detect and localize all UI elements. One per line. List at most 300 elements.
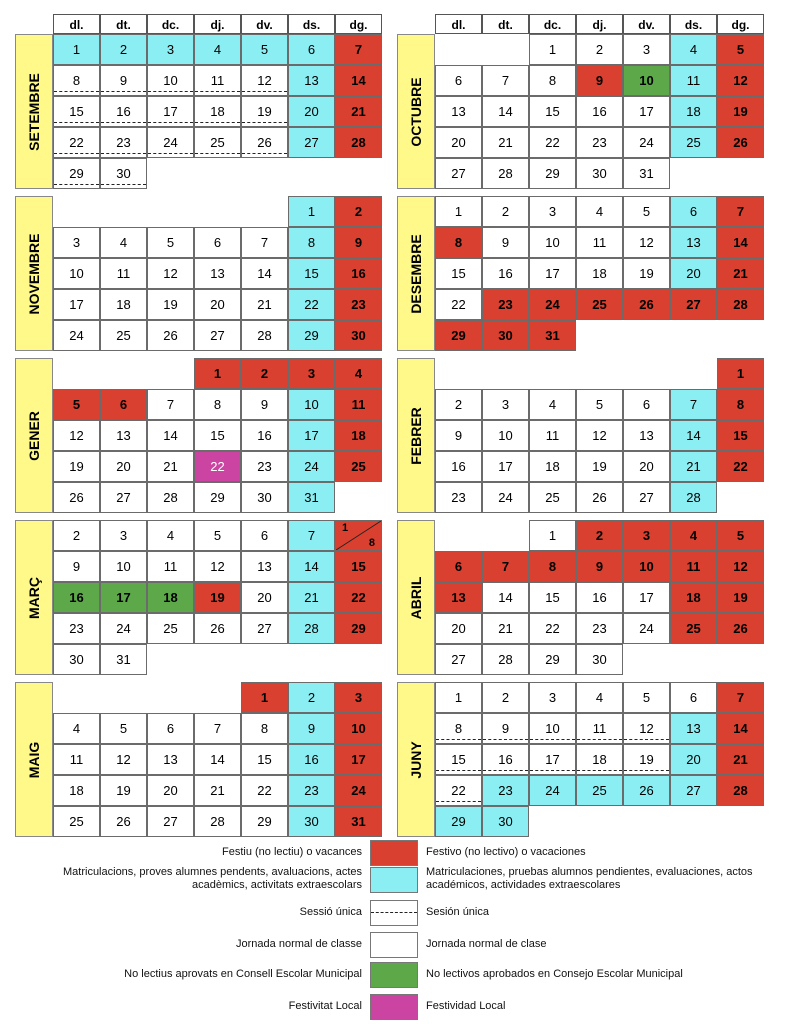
day-cell: 5	[53, 389, 100, 420]
day-cell: 11	[670, 551, 717, 582]
day-cell: 27	[670, 775, 717, 806]
day-cell: 19	[147, 289, 194, 320]
day-cell: 28	[670, 482, 717, 513]
day-cell: 20	[435, 613, 482, 644]
day-cell: 2	[53, 520, 100, 551]
day-cell: 23	[53, 613, 100, 644]
day-cell: 14	[241, 258, 288, 289]
day-cell: 29	[435, 806, 482, 837]
day-cell: 22	[435, 775, 482, 806]
month-name: OCTUBRE	[408, 76, 424, 147]
day-cell: 24	[623, 613, 670, 644]
day-cell: 12	[576, 420, 623, 451]
day-cell: 23	[482, 289, 529, 320]
day-cell: 18	[670, 582, 717, 613]
day-cell: 14	[482, 96, 529, 127]
day-cell: 8	[53, 65, 100, 96]
day-cell: 27	[623, 482, 670, 513]
day-cell: 7	[147, 389, 194, 420]
day-cell: 19	[717, 582, 764, 613]
month-label	[15, 34, 53, 189]
day-cell: 12	[100, 744, 147, 775]
day-cell: 10	[623, 65, 670, 96]
month-block	[15, 682, 382, 837]
day-cell: 3	[53, 227, 100, 258]
month-label	[397, 196, 435, 351]
day-cell: 2	[335, 196, 382, 227]
day-number: 1	[342, 522, 349, 534]
day-cell: 26	[53, 482, 100, 513]
month-name: ABRIL	[408, 576, 424, 619]
day-cell: 5	[576, 389, 623, 420]
day-cell: 14	[147, 420, 194, 451]
day-cell: 14	[717, 713, 764, 744]
day-cell: 8	[529, 551, 576, 582]
day-cell: 23	[288, 775, 335, 806]
day-cell: 4	[194, 34, 241, 65]
day-cell: 13	[194, 258, 241, 289]
day-cell: 3	[482, 389, 529, 420]
day-cell: 28	[288, 613, 335, 644]
day-cell: 16	[100, 96, 147, 127]
day-cell: 10	[482, 420, 529, 451]
legend-label-ca: Festivitat Local	[288, 1000, 362, 1012]
day-cell: 2	[100, 34, 147, 65]
day-cell: 29	[335, 613, 382, 644]
day-cell: 5	[623, 196, 670, 227]
legend-label-ca: Festiu (no lectiu) o vacances	[221, 846, 362, 858]
day-cell: 25	[529, 482, 576, 513]
day-cell: 14	[482, 582, 529, 613]
day-cell: 18	[53, 775, 100, 806]
day-cell: 3	[529, 196, 576, 227]
month-block	[397, 358, 764, 513]
day-cell: 11	[194, 65, 241, 96]
day-cell: 7	[717, 682, 764, 713]
day-cell: 23	[241, 451, 288, 482]
day-cell: 13	[670, 227, 717, 258]
day-cell: 15	[194, 420, 241, 451]
day-cell: 9	[288, 713, 335, 744]
day-cell: 13	[670, 713, 717, 744]
day-cell: 26	[576, 482, 623, 513]
day-cell: 27	[288, 127, 335, 158]
day-cell: 3	[335, 682, 382, 713]
day-cell: 7	[717, 196, 764, 227]
day-cell: 29	[529, 158, 576, 189]
day-cell: 7	[482, 551, 529, 582]
weekday-header: dt.	[100, 14, 147, 34]
day-cell: 13	[435, 96, 482, 127]
day-cell: 28	[482, 158, 529, 189]
day-cell: 24	[335, 775, 382, 806]
legend-swatch	[370, 962, 418, 988]
day-cell	[335, 520, 382, 551]
day-cell: 21	[717, 744, 764, 775]
day-cell: 24	[100, 613, 147, 644]
day-cell: 4	[100, 227, 147, 258]
day-cell: 21	[288, 582, 335, 613]
legend-swatch	[370, 900, 418, 926]
day-cell: 3	[623, 34, 670, 65]
day-cell: 12	[623, 227, 670, 258]
day-cell: 16	[435, 451, 482, 482]
day-cell: 9	[53, 551, 100, 582]
day-cell: 17	[623, 96, 670, 127]
day-cell: 27	[670, 289, 717, 320]
day-cell: 18	[194, 96, 241, 127]
day-cell: 7	[241, 227, 288, 258]
day-cell: 2	[576, 520, 623, 551]
day-cell: 24	[147, 127, 194, 158]
month-label	[15, 196, 53, 351]
day-cell: 17	[335, 744, 382, 775]
day-cell: 18	[335, 420, 382, 451]
day-cell: 28	[717, 775, 764, 806]
day-cell: 30	[100, 158, 147, 189]
day-cell: 1	[194, 358, 241, 389]
day-cell: 22	[435, 289, 482, 320]
day-cell: 17	[482, 451, 529, 482]
legend-swatch	[370, 840, 418, 866]
day-cell: 9	[576, 65, 623, 96]
day-cell: 2	[241, 358, 288, 389]
day-cell: 30	[576, 644, 623, 675]
legend-label-es: Jornada normal de clase	[426, 938, 547, 950]
day-cell: 29	[529, 644, 576, 675]
day-cell: 12	[717, 551, 764, 582]
day-cell: 22	[529, 127, 576, 158]
day-cell: 2	[576, 34, 623, 65]
month-name: FEBRER	[408, 406, 424, 465]
day-cell: 26	[717, 127, 764, 158]
day-cell: 7	[194, 713, 241, 744]
month-label	[15, 520, 53, 675]
day-cell: 15	[53, 96, 100, 127]
day-cell: 5	[241, 34, 288, 65]
day-cell: 5	[100, 713, 147, 744]
legend-swatch	[370, 994, 418, 1020]
day-cell: 12	[194, 551, 241, 582]
day-cell: 30	[53, 644, 100, 675]
month-name: SETEMBRE	[26, 72, 42, 151]
day-cell: 5	[717, 34, 764, 65]
day-cell: 15	[717, 420, 764, 451]
day-cell: 1	[529, 520, 576, 551]
month-block	[15, 520, 382, 675]
day-cell: 25	[670, 613, 717, 644]
day-cell: 10	[100, 551, 147, 582]
day-cell: 5	[147, 227, 194, 258]
day-cell: 29	[288, 320, 335, 351]
month-block	[15, 196, 382, 351]
day-cell: 24	[529, 289, 576, 320]
legend-label-ca: No lectius aprovats en Consell Escolar Municipal	[124, 968, 362, 980]
weekday-header: dv.	[241, 14, 288, 34]
day-cell: 4	[335, 358, 382, 389]
day-cell: 2	[288, 682, 335, 713]
month-block	[397, 34, 764, 189]
day-cell: 24	[529, 775, 576, 806]
day-cell: 16	[576, 96, 623, 127]
day-cell: 11	[335, 389, 382, 420]
day-cell: 20	[288, 96, 335, 127]
day-cell: 28	[482, 644, 529, 675]
day-cell: 18	[576, 744, 623, 775]
day-cell: 17	[529, 258, 576, 289]
day-cell: 26	[623, 775, 670, 806]
day-cell: 21	[241, 289, 288, 320]
day-cell: 21	[482, 613, 529, 644]
day-cell: 25	[576, 289, 623, 320]
day-cell: 13	[435, 582, 482, 613]
day-cell: 23	[435, 482, 482, 513]
month-label	[15, 358, 53, 513]
day-cell: 4	[53, 713, 100, 744]
day-cell: 22	[288, 289, 335, 320]
day-cell: 9	[482, 713, 529, 744]
weekday-header: dj.	[576, 14, 623, 34]
day-cell: 29	[53, 158, 100, 189]
day-cell: 1	[53, 34, 100, 65]
day-cell: 4	[670, 520, 717, 551]
day-cell: 8	[435, 713, 482, 744]
day-cell: 24	[482, 482, 529, 513]
day-cell: 12	[53, 420, 100, 451]
day-cell: 17	[100, 582, 147, 613]
day-cell: 1	[435, 682, 482, 713]
month-label	[397, 34, 435, 189]
day-cell: 22	[529, 613, 576, 644]
day-cell: 31	[288, 482, 335, 513]
day-cell: 14	[717, 227, 764, 258]
day-cell: 27	[194, 320, 241, 351]
day-cell: 18	[100, 289, 147, 320]
legend-label-ca: Matriculacions, proves alumnes pendents, avaluacions, actes acadèmics, activitats extraescolars	[63, 866, 362, 891]
weekday-header: dg.	[335, 14, 382, 34]
weekday-header: dv.	[623, 14, 670, 34]
day-cell: 5	[194, 520, 241, 551]
day-cell: 26	[241, 127, 288, 158]
legend-label-es: Festividad Local	[426, 1000, 506, 1012]
day-cell: 10	[623, 551, 670, 582]
day-cell: 4	[576, 682, 623, 713]
weekday-header: dj.	[194, 14, 241, 34]
day-cell: 15	[335, 551, 382, 582]
day-cell: 23	[482, 775, 529, 806]
day-cell: 24	[623, 127, 670, 158]
day-cell: 16	[335, 258, 382, 289]
day-cell: 18	[670, 96, 717, 127]
day-cell: 6	[670, 682, 717, 713]
month-block	[15, 358, 382, 513]
legend-label-es: No lectivos aprobados en Consejo Escolar Municipal	[426, 968, 683, 980]
day-cell: 11	[147, 551, 194, 582]
day-cell: 14	[335, 65, 382, 96]
day-cell: 23	[100, 127, 147, 158]
legend-swatch	[370, 867, 418, 893]
day-cell: 28	[241, 320, 288, 351]
day-cell: 26	[623, 289, 670, 320]
day-cell: 20	[670, 744, 717, 775]
day-cell: 1	[529, 34, 576, 65]
day-cell: 4	[576, 196, 623, 227]
day-cell: 19	[623, 258, 670, 289]
day-cell: 3	[288, 358, 335, 389]
day-cell: 16	[241, 420, 288, 451]
day-cell: 29	[194, 482, 241, 513]
day-cell: 8	[435, 227, 482, 258]
day-cell: 16	[482, 258, 529, 289]
day-cell: 1	[241, 682, 288, 713]
day-cell: 21	[482, 127, 529, 158]
day-cell: 31	[100, 644, 147, 675]
legend-label-es: Matriculaciones, pruebas alumnos pendientes, evaluaciones, actos académicos, actividades extraescolares	[426, 866, 753, 891]
day-cell: 27	[100, 482, 147, 513]
day-cell: 25	[194, 127, 241, 158]
day-cell: 9	[435, 420, 482, 451]
day-cell: 6	[623, 389, 670, 420]
legend-label-es: Festivo (no lectivo) o vacaciones	[426, 846, 586, 858]
day-cell: 16	[53, 582, 100, 613]
month-label	[397, 520, 435, 675]
month-name: DESEMBRE	[408, 233, 424, 314]
day-cell: 27	[147, 806, 194, 837]
day-cell: 5	[623, 682, 670, 713]
day-number: 8	[368, 537, 375, 549]
day-cell: 14	[288, 551, 335, 582]
day-cell: 9	[482, 227, 529, 258]
month-label	[397, 682, 435, 837]
day-cell: 26	[194, 613, 241, 644]
day-cell: 8	[717, 389, 764, 420]
day-cell: 19	[53, 451, 100, 482]
day-cell: 5	[717, 520, 764, 551]
day-cell: 30	[241, 482, 288, 513]
day-cell: 17	[529, 744, 576, 775]
day-cell: 13	[100, 420, 147, 451]
day-cell: 1	[717, 358, 764, 389]
day-cell: 28	[717, 289, 764, 320]
day-cell: 12	[717, 65, 764, 96]
day-cell: 17	[623, 582, 670, 613]
legend-label-es: Sesión única	[426, 906, 489, 918]
day-cell: 9	[335, 227, 382, 258]
day-cell: 19	[576, 451, 623, 482]
day-cell: 19	[194, 582, 241, 613]
legend-label-ca: Jornada normal de classe	[236, 938, 362, 950]
day-cell: 20	[623, 451, 670, 482]
day-cell: 3	[147, 34, 194, 65]
day-cell: 14	[670, 420, 717, 451]
day-cell: 25	[147, 613, 194, 644]
day-cell: 2	[482, 682, 529, 713]
day-cell: 15	[288, 258, 335, 289]
day-cell: 13	[241, 551, 288, 582]
month-name: NOVEMBRE	[26, 233, 42, 314]
day-cell: 11	[576, 227, 623, 258]
day-cell: 10	[529, 713, 576, 744]
day-cell: 15	[435, 258, 482, 289]
day-cell: 11	[670, 65, 717, 96]
day-cell: 21	[335, 96, 382, 127]
day-cell: 7	[482, 65, 529, 96]
day-cell: 6	[194, 227, 241, 258]
day-cell: 16	[288, 744, 335, 775]
day-cell: 11	[100, 258, 147, 289]
day-cell: 8	[288, 227, 335, 258]
day-cell: 15	[435, 744, 482, 775]
day-cell: 25	[53, 806, 100, 837]
day-cell: 24	[288, 451, 335, 482]
day-cell: 9	[576, 551, 623, 582]
day-cell: 15	[529, 582, 576, 613]
day-cell: 29	[435, 320, 482, 351]
day-cell: 30	[482, 320, 529, 351]
month-name: MARÇ	[26, 576, 42, 619]
day-cell: 31	[335, 806, 382, 837]
day-cell: 31	[623, 158, 670, 189]
month-block	[397, 196, 764, 351]
day-cell: 21	[147, 451, 194, 482]
day-cell: 22	[241, 775, 288, 806]
day-cell: 4	[147, 520, 194, 551]
day-cell: 6	[670, 196, 717, 227]
day-cell: 21	[717, 258, 764, 289]
weekday-header: dg.	[717, 14, 764, 34]
day-cell: 26	[147, 320, 194, 351]
day-cell: 18	[147, 582, 194, 613]
day-cell: 25	[335, 451, 382, 482]
day-cell: 10	[335, 713, 382, 744]
day-cell: 2	[435, 389, 482, 420]
day-cell: 2	[482, 196, 529, 227]
day-cell: 19	[241, 96, 288, 127]
weekday-header: ds.	[670, 14, 717, 34]
day-cell: 25	[576, 775, 623, 806]
month-label	[397, 358, 435, 513]
day-cell: 19	[100, 775, 147, 806]
day-cell: 20	[100, 451, 147, 482]
day-cell: 12	[241, 65, 288, 96]
day-cell: 18	[576, 258, 623, 289]
day-cell: 9	[241, 389, 288, 420]
day-cell: 21	[670, 451, 717, 482]
day-cell: 22	[194, 451, 241, 482]
day-cell: 15	[241, 744, 288, 775]
legend-swatch	[370, 932, 418, 958]
day-cell: 15	[529, 96, 576, 127]
day-cell: 29	[241, 806, 288, 837]
day-cell: 6	[100, 389, 147, 420]
day-cell: 13	[288, 65, 335, 96]
day-cell: 11	[576, 713, 623, 744]
day-cell: 30	[482, 806, 529, 837]
day-cell: 20	[194, 289, 241, 320]
month-label	[15, 682, 53, 837]
day-cell: 21	[194, 775, 241, 806]
day-cell: 7	[288, 520, 335, 551]
day-cell: 10	[53, 258, 100, 289]
day-cell: 24	[53, 320, 100, 351]
day-cell: 17	[147, 96, 194, 127]
day-cell: 6	[435, 551, 482, 582]
day-cell: 1	[435, 196, 482, 227]
month-name: GENER	[26, 410, 42, 461]
day-cell: 16	[482, 744, 529, 775]
day-cell: 27	[435, 644, 482, 675]
day-cell: 10	[147, 65, 194, 96]
